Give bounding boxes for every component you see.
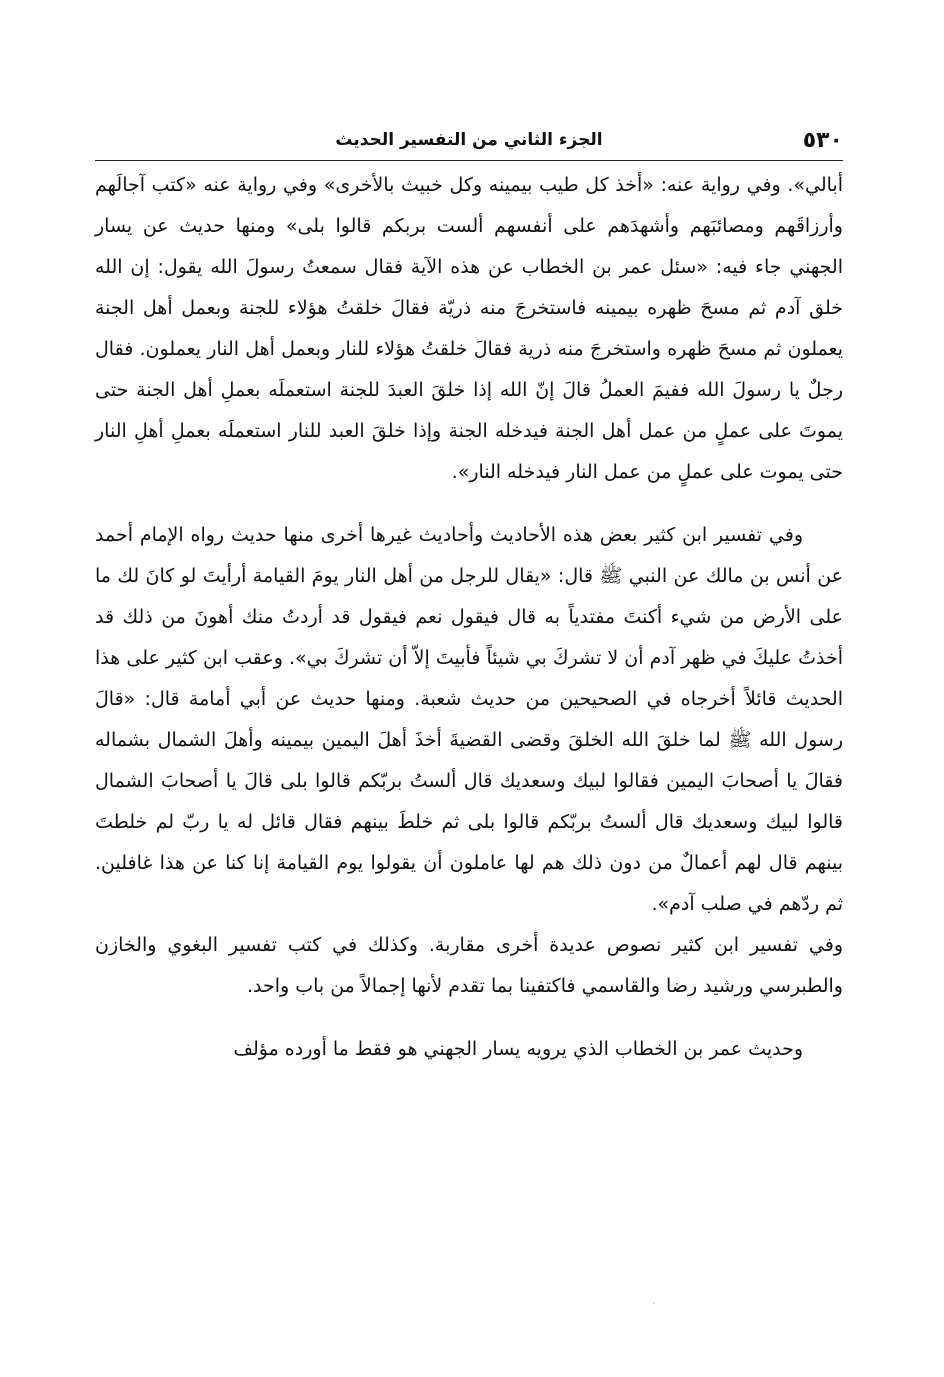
paragraph-yasar-hadith: أبالي». وفي رواية عنه: «أخذ كل طيب بيمينه وكل خبيث بالأخرى» وفي رواية عنه «كتب آجالَهم وأرزاقَهم ومصائبَهم وأشهدَهم على أنفسهم ألست بربكم قالوا بلى» ومنها حديث عن يسار الجهني جاء فيه: «سئل عمر بن الخطاب عن هذه الآية فقال سمعتُ رسولَ الله يقول: إن الله خلق آدم ثم مسحَ ظهره بيمينه فاستخرجَ منه ذريّة فقالَ خلقتُ هؤلاء للجنة وبعمل أهل الجنة يعملون ثم مسحَ ظهره واستخرجَ منه ذرية فقالَ خلقتُ هؤلاء للنار وبعمل أهل النار يعملون. فقال رجلٌ يا رسولَ الله ففيمَ العملُ قالَ إنّ الله إذا خلقَ العبدَ للجنة استعملَه بعملِ أهل الجنة حتى يموتَ على عملٍ من عمل أهل الجنة فيدخله الجنة وإذا خلقَ العبد للنار استعملَه بعملِ أهلِ النار حتى يموت على عملٍ من عمل النار فيدخله النار». [95, 174, 843, 483]
book-page [95, 120, 843, 1070]
body-text [95, 165, 843, 1070]
running-header [95, 120, 843, 161]
paragraph-ibn-kathir-hadiths: وفي تفسير ابن كثير بعض هذه الأحاديث وأحاديث غيرها أخرى منها حديث رواه الإمام أحمد عن أنس بن مالك عن النبي ﷺ قال: «يقال للرجل من أهل النار يومَ القيامة أرأيتَ لو كانَ لك ما على الأرض من شيء أكنتَ مفتدياً به قال فيقول نعم فيقول قد أردتُ منك أهونَ من ذلك قد أخذتُ عليكَ في ظهر آدم أن لا تشركَ بي شيئاً فأبيتَ إلاّ أن تشركَ بي». وعقب ابن كثير على هذا الحديث قائلاً أخرجاه في الصحيحين من حديث شعبة. ومنها حديث عن أبي أمامة قال: «قالَ رسول الله ﷺ لما خلقَ الله الخلقَ وقضى القضيةَ أخذَ أهلَ اليمين بيمينه وأهلَ الشمال بشماله فقالَ يا أصحابَ اليمين فقالوا لبيك وسعديك قال ألستُ بربّكم قالوا بلى قالَ يا أصحابَ الشمال قالوا لبيك وسعديك قال ألستُ بربّكم قالوا بلى ثم خلطَ بينهم فقال قائل له يا ربّ لم خلطتَ بينهم قال لهم أعمالٌ من دون ذلك هم لها عاملون أن يقولوا يوم القيامة إنا كنا عن هذا غافلين. ثم ردّهم في صلب آدم». [95, 524, 843, 915]
paragraph-umar-hadith: وحديث عمر بن الخطاب الذي يرويه يسار الجهني هو فقط ما أورده مؤلف [233, 1038, 803, 1060]
paragraph-other-tafsirs: وفي تفسير ابن كثير نصوص عديدة أخرى مقاربة. وكذلك في كتب تفسير البغوي والخازن والطبرسي ورشيد رضا والقاسمي فاكتفينا بما تقدم لأنها إجمالاً من باب واحد. [95, 934, 843, 997]
header-title: الجزء الثاني من التفسير الحديث [335, 130, 603, 150]
page-number: ٥٣٠ [802, 128, 843, 153]
scan-speck [653, 1303, 655, 1304]
